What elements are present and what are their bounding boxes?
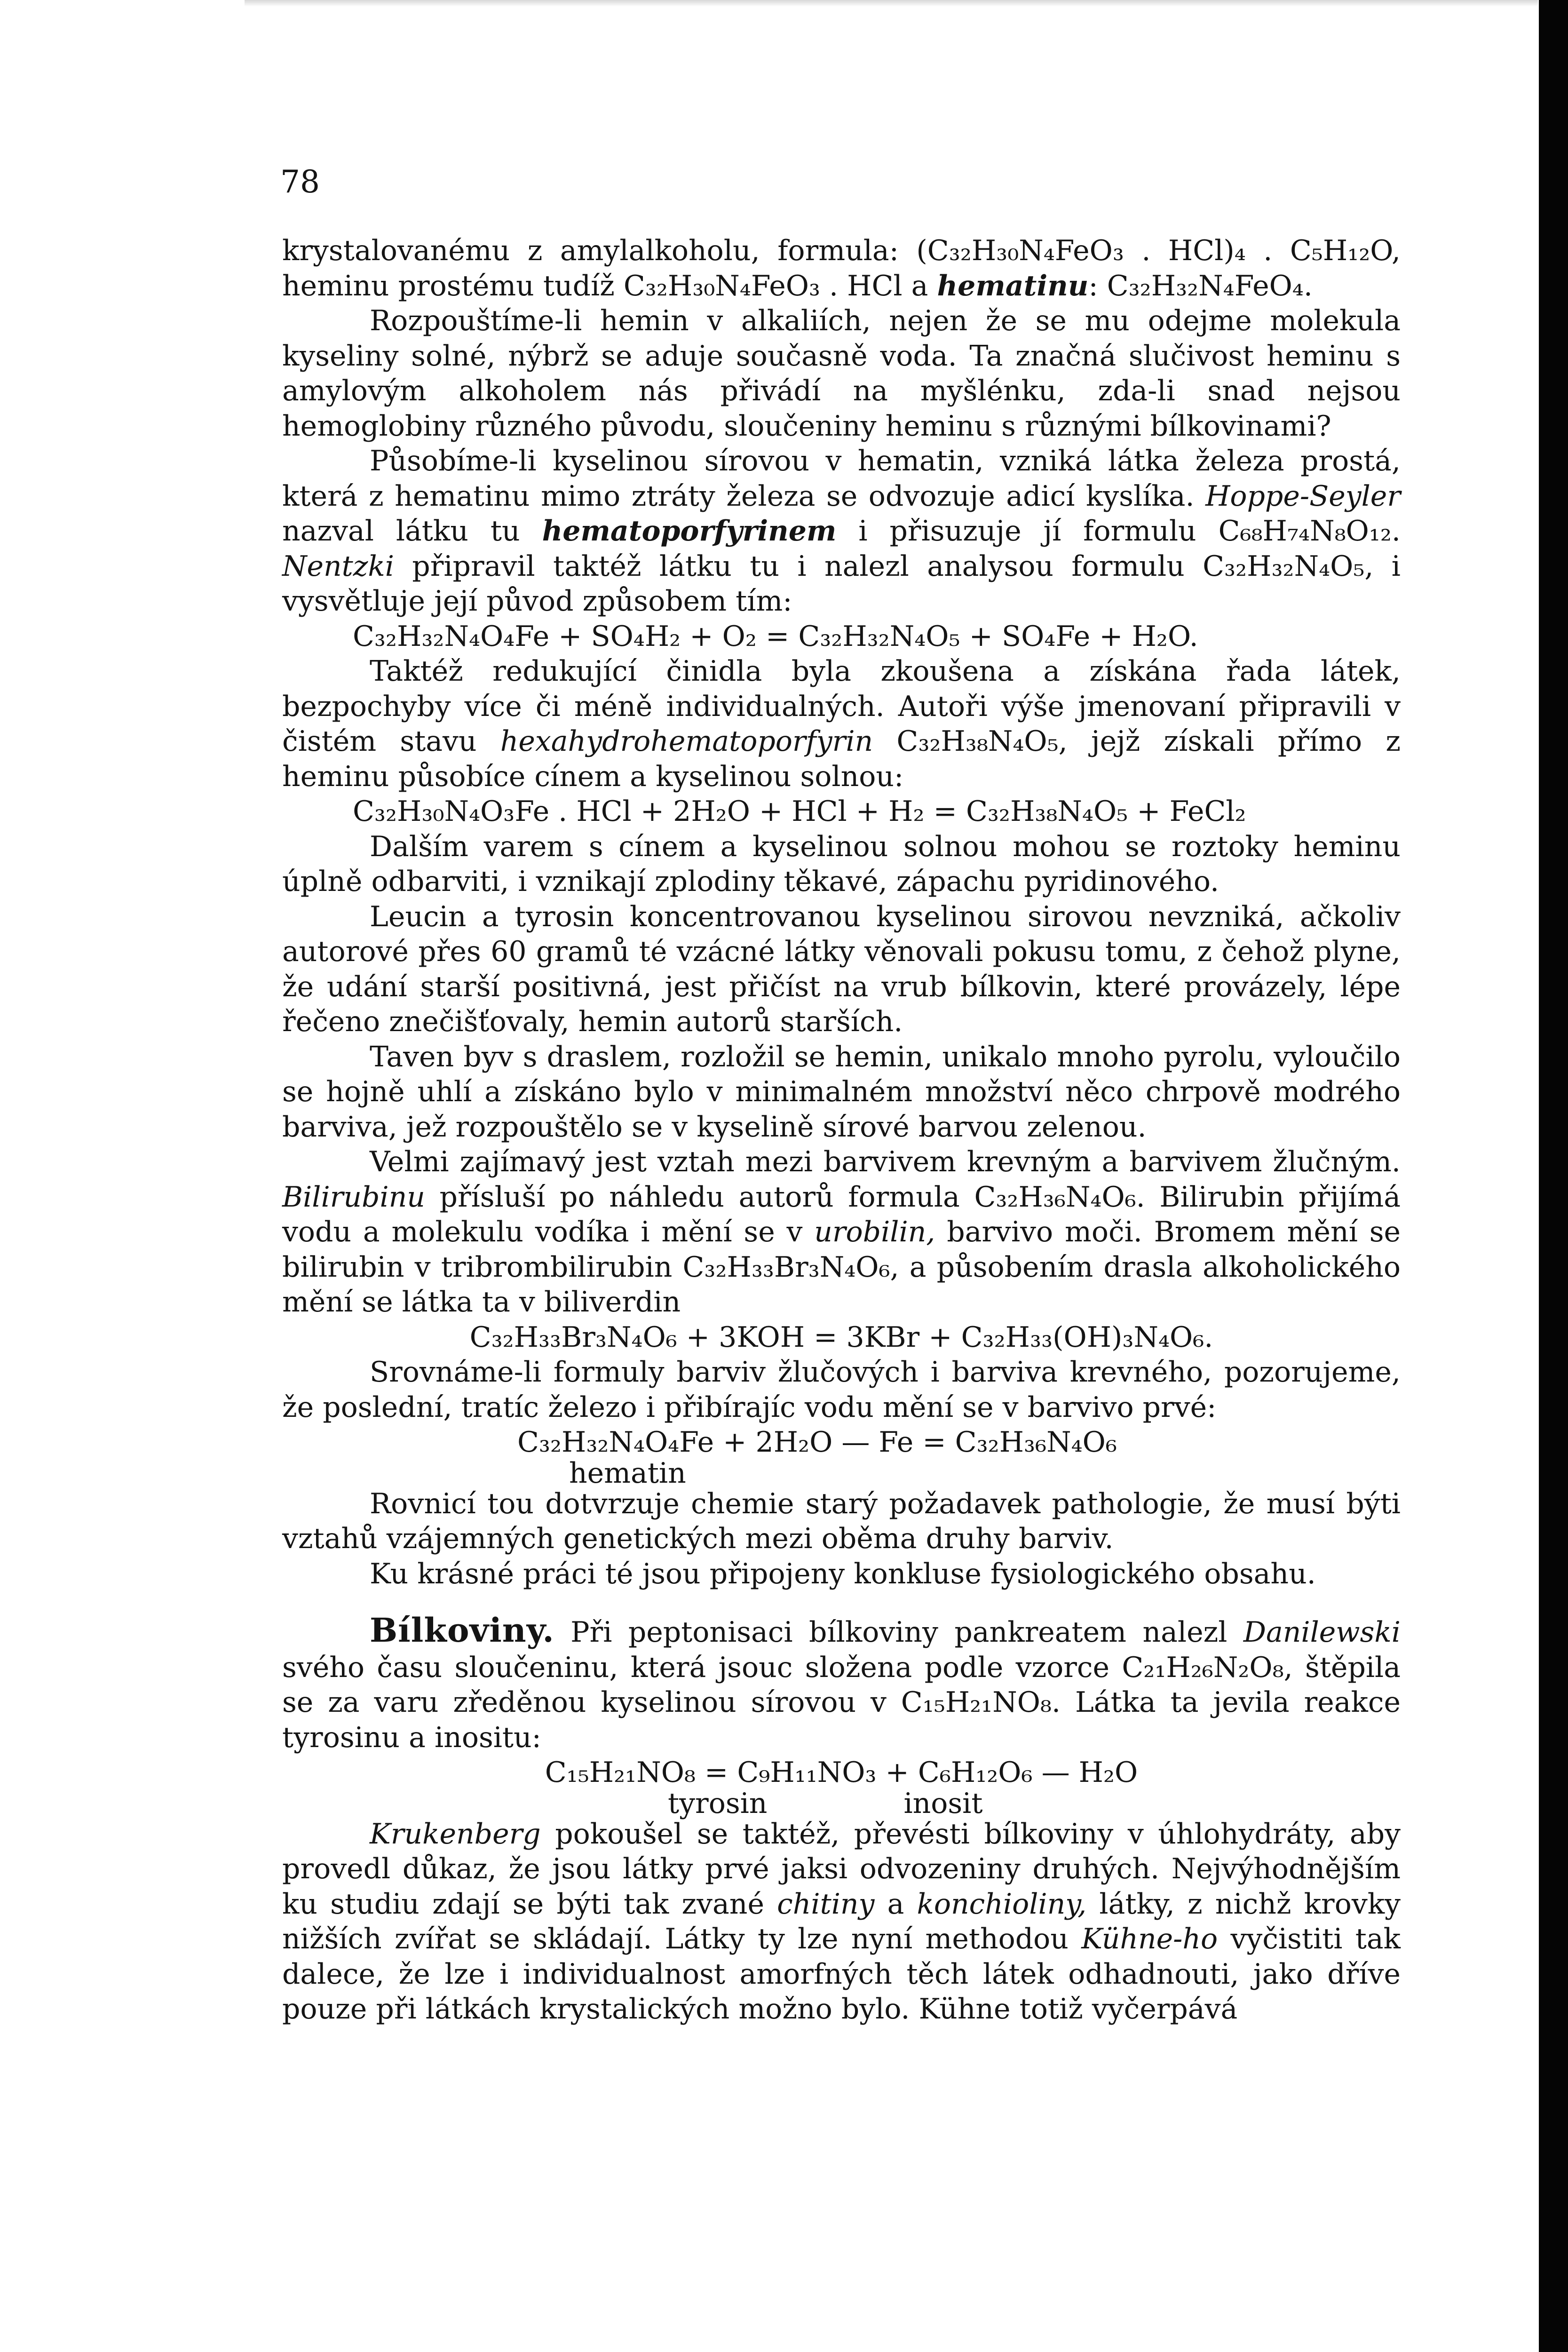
formula-label-row [282, 1456, 1401, 1490]
scan-top-edge [245, 0, 1538, 7]
formula: C₃₂H₃₃Br₃N₄O₆ + 3KOH = 3KBr + C₃₂H₃₃(OH)₃N₄O₆. [469, 1320, 1213, 1354]
page-number: 78 [280, 164, 320, 200]
section-gap [282, 1591, 1401, 1613]
section-paragraph: Bílkoviny. Při peptonisaci bílkoviny pankreatem nalezl Danilewski svého času sloučeninu, která jsouc složena podle vzorce C₂₁H₂₆N₂O₈, štěpila se za varu zředěnou kyselinou sírovou v C₁₅H₂₁NO₈. Látka ta jevila reakce tyrosinu a inositu: [282, 1611, 1401, 1754]
section-heading: Bílkoviny. [370, 1611, 554, 1650]
page-body [282, 233, 1401, 2027]
paragraph: Dalším varem s cínem a kyselinou solnou mohou se roztoky heminu úplně odbarviti, i vznikají zplodiny těkavé, zápachu pyridinového. [282, 830, 1401, 898]
scan-binding-edge [1539, 0, 1568, 2352]
paragraph: Srovnáme-li formuly barviv žlučových i barviva krevného, pozorujeme, že poslední, tratíc železo i přibírajíc vodu mění se v barvivo prvé: [282, 1356, 1401, 1424]
paragraph: Krukenberg pokoušel se taktéž, převésti bílkoviny v úhlohydráty, aby provedl důkaz, že jsou látky prvé jaksi odvozeniny druhých. Nejvýhodnějším ku studiu zdají se býti tak zvané chitiny a konchioliny, látky, z nichž krovky nižších zvířat se skládají. Látky ty lze nyní methodou Kühne-ho vyčistiti tak dalece, že lze i individualnost amorfných těch látek odhadnouti, jako dříve pouze při látkách krystalických možno bylo. Kühne totiž vyčerpává [282, 1817, 1401, 2026]
paragraph: Leucin a tyrosin koncentrovanou kyselinou sirovou nevzniká, ačkoliv autorové přes 60 gramů té vzácné látky věnovali pokusu tomu, z čehož plyne, že udání starší positivná, jest přičíst na vrub bílkovin, které provázely, lépe řečeno znečišťovaly, hemin autorů starších. [282, 900, 1401, 1038]
formula: C₃₂H₃₂N₄O₄Fe + SO₄H₂ + O₂ = C₃₂H₃₂N₄O₅ + SO₄Fe + H₂O. [353, 620, 1198, 653]
paragraph: Působíme-li kyselinou sírovou v hematin, vzniká látka železa prostá, která z hematinu mimo ztráty železa se odvozuje adicí kyslíka. Hoppe-Seyler nazval látku tu hematoporfyrinem i přisuzuje jí formulu C₆₈H₇₄N₈O₁₂. Nentzki připravil taktéž látku tu i nalezl analysou formulu C₃₂H₃₂N₄O₅, i vysvětluje její původ způsobem tím: [282, 445, 1401, 618]
paragraph: krystalovanému z amylalkoholu, formula: (C₃₂H₃₀N₄FeO₃ . HCl)₄ . C₅H₁₂O, heminu prostému tudíž C₃₂H₃₀N₄FeO₃ . HCl a hematinu: C₃₂H₃₂N₄FeO₄. [282, 234, 1401, 302]
formula: C₃₂H₃₀N₄O₃Fe . HCl + 2H₂O + HCl + H₂ = C₃₂H₃₈N₄O₅ + FeCl₂ [353, 795, 1246, 828]
formula-label: hematin [569, 1456, 686, 1490]
paragraph: Taktéž redukující činidla byla zkoušena a získána řada látek, bezpochyby více či méně individualných. Autoři výše jmenovaní připravili v čistém stavu hexahydrohematoporfyrin C₃₂H₃₈N₄O₅, jejž získali přímo z heminu působíce cínem a kyselinou solnou: [282, 655, 1401, 793]
paragraph: Rozpouštíme-li hemin v alkaliích, nejen že se mu odejme molekula kyseliny solné, nýbrž se aduje současně voda. Ta značná slučivost heminu s amylovým alkoholem nás přivádí na myšlénku, zda-li snad nejsou hemoglobiny různého původu, sloučeniny heminu s různými bílkovinami? [282, 304, 1401, 443]
paragraph: Rovnicí tou dotvrzuje chemie starý požadavek pathologie, že musí býti vztahů vzájemných genetických mezi oběma druhy barviv. [282, 1487, 1401, 1555]
paragraph: Ku krásné práci té jsou připojeny konkluse fysiologického obsahu. [370, 1557, 1316, 1590]
formula: C₃₂H₃₂N₄O₄Fe + 2H₂O — Fe = C₃₂H₃₆N₄O₆ [517, 1426, 1117, 1459]
formula-label-row [282, 1787, 1401, 1820]
formula-label: inosit [903, 1787, 983, 1820]
formula-label: tyrosin [668, 1787, 768, 1820]
paragraph: Velmi zajímavý jest vztah mezi barvivem krevným a barvivem žlučným. Bilirubinu přísluší po náhledu autorů formula C₃₂H₃₆N₄O₆. Bilirubin přijímá vodu a molekulu vodíka i mění se v urobilin, barvivo moči. Bromem mění se bilirubin v tribrombilirubin C₃₂H₃₃Br₃N₄O₆, a působením drasla alkoholického mění se látka ta v biliverdin [282, 1145, 1401, 1319]
paragraph: Taven byv s draslem, rozložil se hemin, unikalo mnoho pyrolu, vyloučilo se hojně uhlí a získáno bylo v minimalném množství něco chrpově modrého barviva, jež rozpouštělo se v kyselině sírové barvou zelenou. [282, 1040, 1401, 1144]
formula: C₁₅H₂₁NO₈ = C₉H₁₁NO₃ + C₆H₁₂O₆ — H₂O [545, 1756, 1138, 1789]
